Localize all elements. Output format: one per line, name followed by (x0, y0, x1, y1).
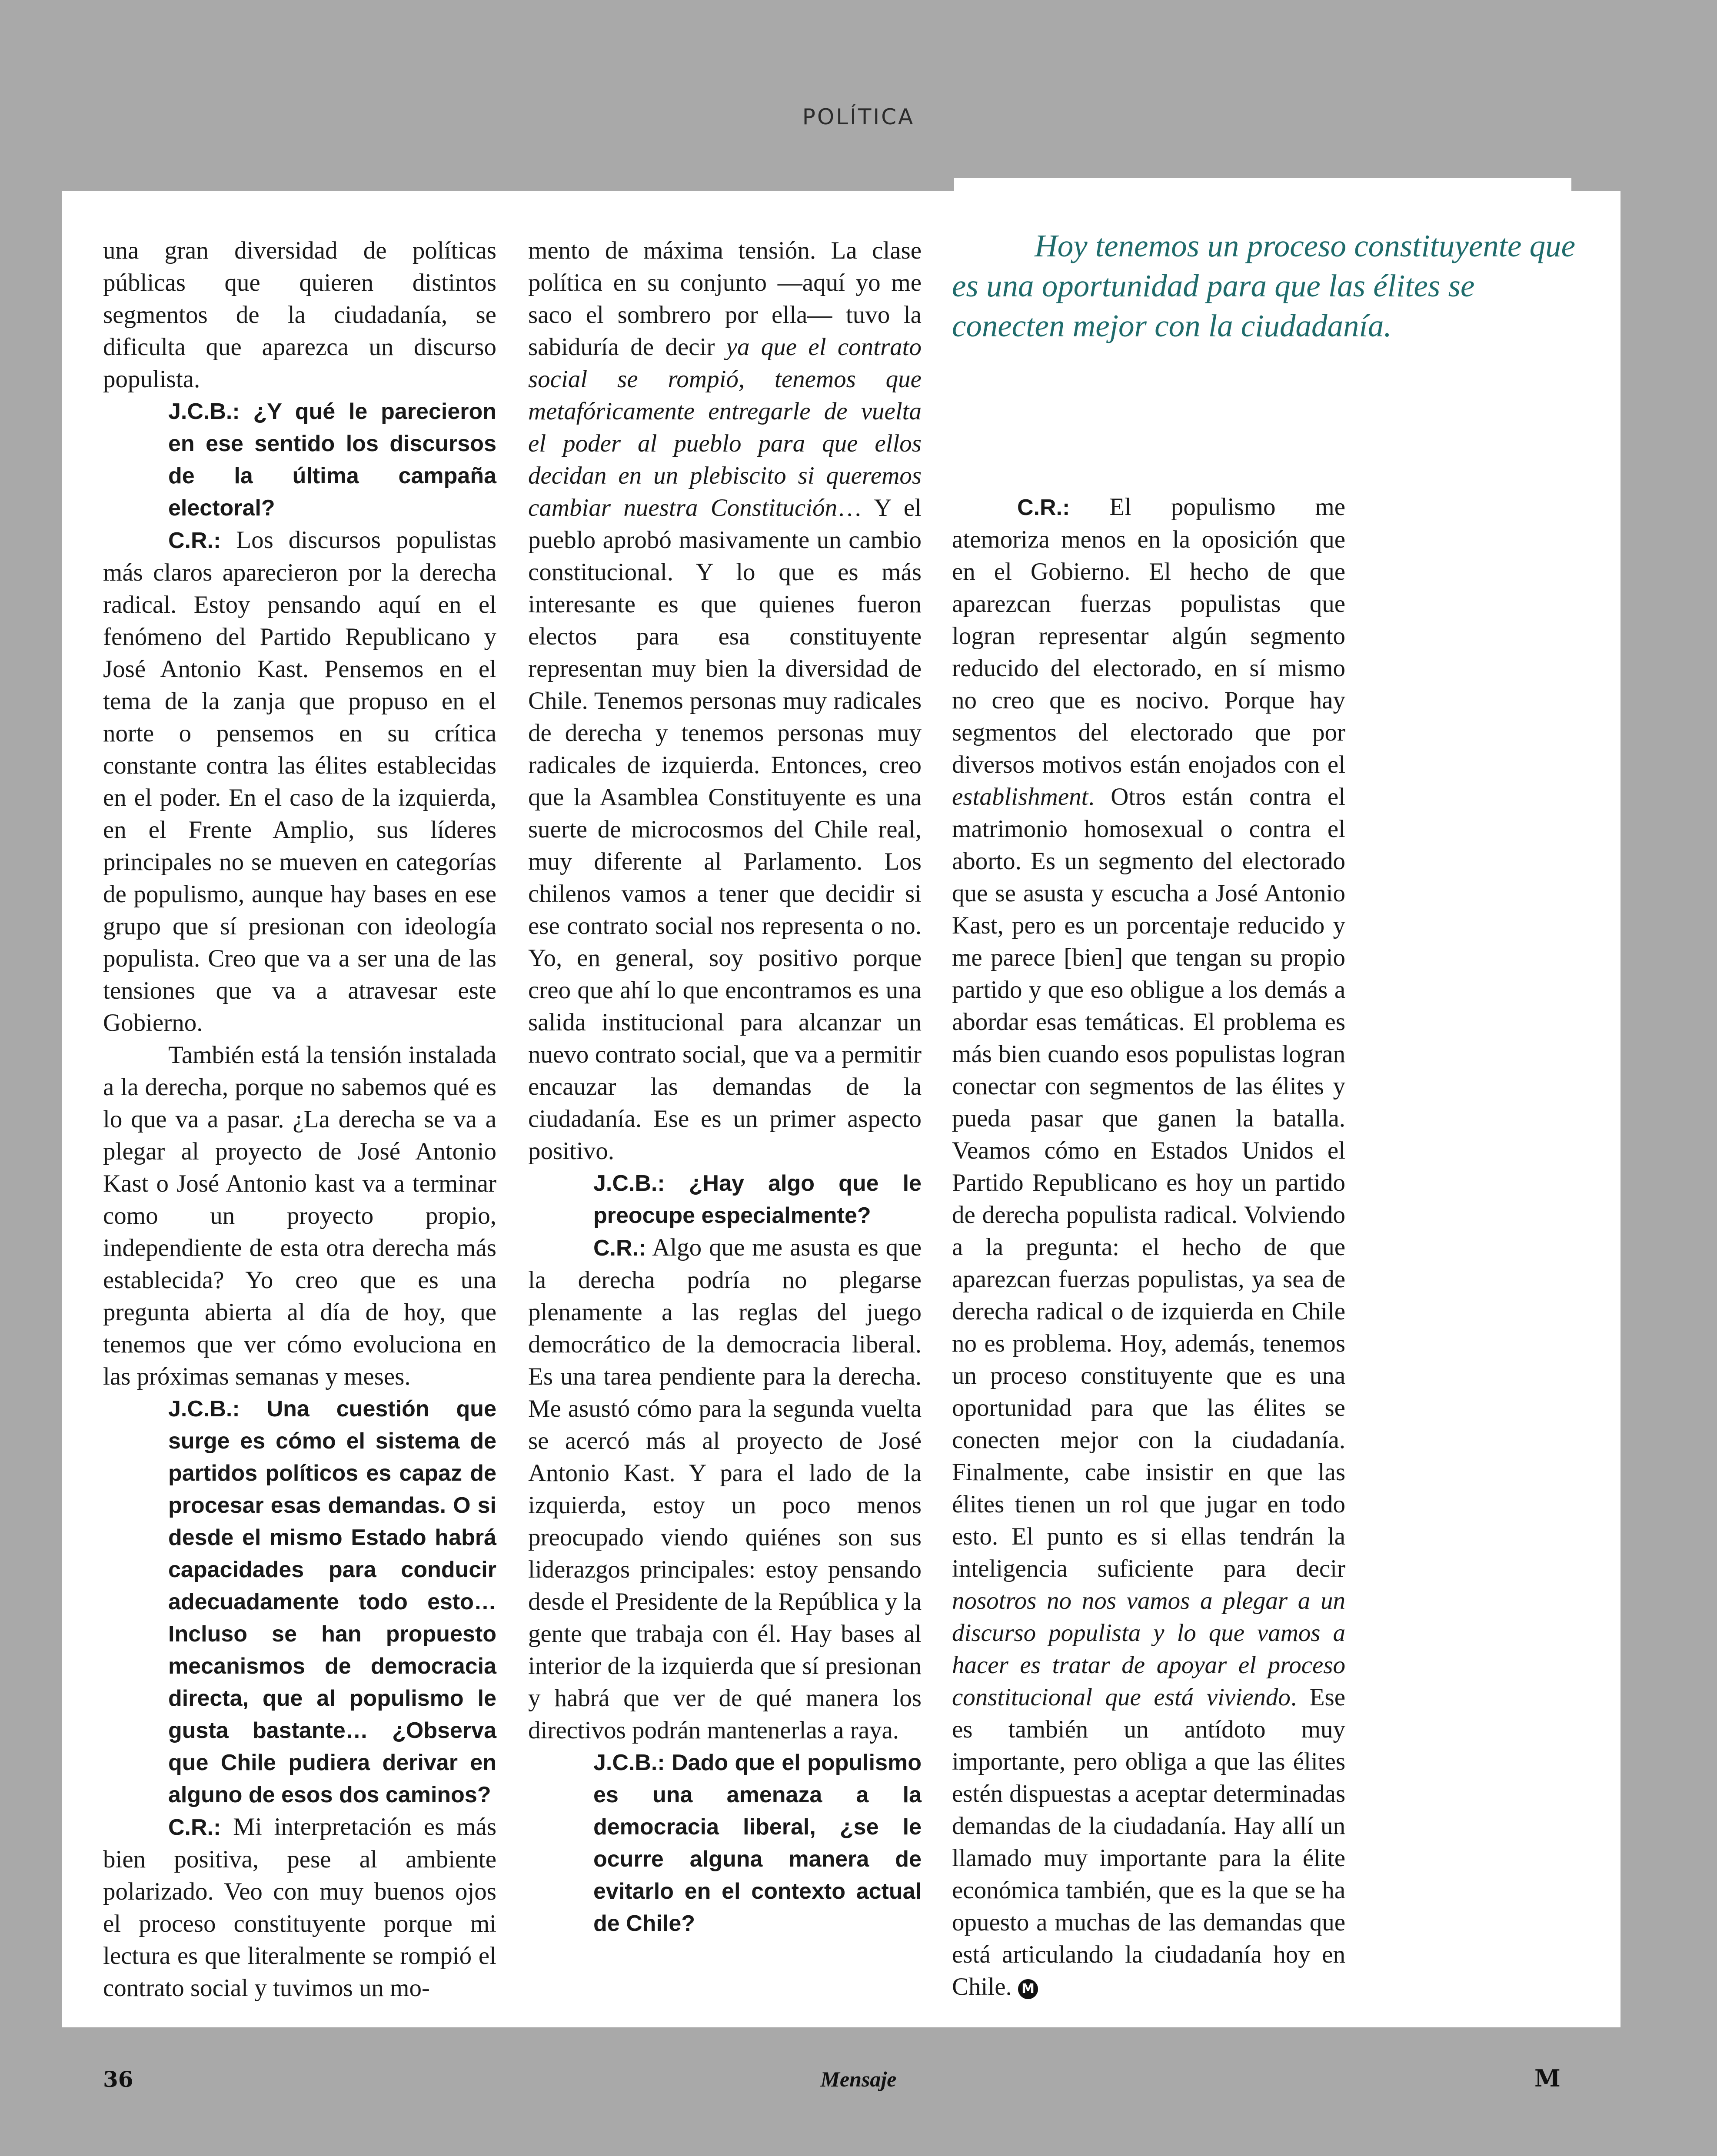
italic-quote: nosotros no nos vamos a plegar a un discurso populista y lo que vamos a hacer es tratar de apoyar el proceso constitucional que está viviendo (952, 1587, 1345, 1711)
answer-text: Mi interpretación es más bien positiva, pese al ambiente polarizado. Veo con muy buenos ojos el proceso constituyente porque mi lectura es que literalmente se rompió el contrato social y tuvimos un mo- (103, 1813, 496, 2002)
italic-term: establishment (952, 783, 1088, 811)
column-3 (952, 491, 1345, 2003)
text-run: … Y el pueblo aprobó masivamente un cambio constitucional. Y lo que es más interesante es que quienes fueron electos para esa constituyente representan muy bien la diversidad de Chile. Tenemos personas muy radicales de derecha y tenemos personas muy radicales de izquierda. Entonces, creo que la Asamblea Constituyente es una suerte de microcosmos del Chile real, muy diferente al Parlamento. Los chilenos vamos a tener que decidir si ese contrato social nos representa o no. Yo, en general, soy positivo porque creo que ahí lo que encontramos es una salida institucional para alcanzar un nuevo contrato social, que va a permitir encauzar las demandas de la ciudadanía. Ese es un primer aspecto positivo. (528, 494, 922, 1165)
interviewer-question: J.C.B.: ¿Hay algo que le preocupe especialmente? (593, 1171, 922, 1228)
speaker-label: C.R.: (1017, 495, 1070, 520)
answer-paragraph (952, 491, 1345, 2003)
page-number: 36 (103, 2066, 133, 2092)
answer-paragraph (103, 1811, 496, 2004)
magazine-logo: M (1534, 2064, 1561, 2092)
paragraph: También está la tensión instalada a la derecha, porque no sabemos qué es lo que va a pasar. ¿La derecha se va a plegar al proyecto de José Antonio Kast o José Antonio kast va a terminar como un proyecto propio, independiente de esta otra derecha más establecida? Yo creo que es una pregunta abierta al día de hoy, que tenemos que ver cómo evoluciona en las próximas semanas y meses. (103, 1041, 496, 1390)
paragraph: una gran diversidad de políticas públicas que quieren distintos segmentos de la ciudadanía, se dificulta que aparezca un discurso populista. (103, 237, 496, 393)
answer-text: . Ese es también un antídoto muy importante, pero obliga a que las élites estén dispuestas a aceptar determinadas demandas de la ciudadanía. Hay allí un llamado muy importante para la élite económica también, que es la que se ha opuesto a muchas de las demandas que está articulando la ciudadanía hoy en Chile. (952, 1684, 1345, 2000)
speaker-label: C.R.: (168, 528, 221, 553)
answer-text: . Otros están contra el matrimonio homosexual o contra el aborto. Es un segmento del electorado que se asusta y escucha a José Antonio Kast, pero es un porcentaje reducido y me parece [bien] que tengan su propio partido y que eso obligue a los demás a abordar esas temáticas. El problema es más bien cuando esos populistas logran conectar con segmentos de las élites y pueda pasar que ganen la batalla. Veamos cómo en Estados Unidos el Partido Republicano es hoy un partido de derecha populista radical. Volviendo a la pregunta: el hecho de que aparezcan fuerzas populistas, ya sea de derecha radical o de izquierda en Chile no es problema. Hoy, además, tenemos un proceso constituyente que es una oportunidad para que las élites se conecten mejor con la ciudadanía. Finalmente, cabe insistir en que las élites tienen un rol que jugar en todo esto. El punto es si ellas tendrán la inteligencia suficiente para decir (952, 783, 1345, 1582)
answer-paragraph (528, 1232, 922, 1747)
pull-quote: Hoy tenemos un proceso constituyente que es una oportunidad para que las élites se conecten mejor con la ciudadanía. (952, 228, 1576, 343)
column-1 (103, 235, 496, 2004)
answer-text: Los discursos populistas más claros aparecieron por la derecha radical. Estoy pensando aquí en el fenómeno del Partido Republicano y José Antonio Kast. Pensemos en el tema de la zanja que propuso en el norte o pensemos en su crítica constante contra las élites establecidas en el poder. En el caso de la izquierda, en el Frente Amplio, sus líderes principales no se mueven en categorías de populismo, aunque hay bases en ese grupo que sí presionan con ideología populista. Creo que va a ser una de las tensiones que va a atravesar este Gobierno. (103, 526, 496, 1036)
paragraph (528, 235, 922, 1167)
section-label: POLÍTICA (802, 104, 915, 130)
column-2 (528, 235, 922, 1940)
magazine-name: Mensaje (820, 2067, 897, 2091)
answer-text: El populismo me atemoriza menos en la oposición que en el Gobierno. El hecho de que aparezcan fuerzas populistas que logran representar algún segmento reducido del electorado, en sí mismo no creo que es nocivo. Porque hay segmentos del electorado que por diversos motivos están enojados con el (952, 493, 1345, 778)
speaker-label: C.R.: (168, 1815, 221, 1840)
interviewer-question: J.C.B.: Dado que el populismo es una amenaza a la democracia liberal, ¿se le ocurre alguna manera de evitarlo en el contexto actual de Chile? (593, 1750, 922, 1936)
answer-text: Algo que me asusta es que la derecha podría no plegarse plenamente a las reglas del juego democrático de la democracia liberal. Es una tarea pendiente para la derecha. Me asustó cómo para la segunda vuelta se acercó más al proyecto de José Antonio Kast. Y para el lado de la izquierda, estoy un poco menos preocupado viendo quiénes son sus liderazgos principales: estoy pensando desde el Presidente de la República y la gente que trabaja con él. Hay bases al interior de la izquierda que sí presionan y habrá que ver de qué manera los directivos podrán mantenerlas a raya. (528, 1234, 922, 1744)
italic-quote: ya que el contrato social se rompió, tenemos que metafóricamente entregarle de vuelta el poder al pueblo para que ellos decidan en un plebiscito si queremos cambiar nuestra Constitución (528, 333, 922, 522)
speaker-label: C.R.: (593, 1236, 646, 1261)
interviewer-question: J.C.B.: Una cuestión que surge es cómo el sistema de partidos políticos es capaz de procesar esas demandas. O si desde el mismo Estado habrá capacidades para conducir adecuadamente todo esto… Incluso se han propuesto mecanismos de democracia directa, que al populismo le gusta bastante… ¿Observa que Chile pudiera derivar en alguno de esos dos caminos? (168, 1396, 496, 1807)
answer-paragraph (103, 524, 496, 1039)
text-run: mento de máxima tensión. La clase política en su conjunto —aquí yo me saco el sombrero por ella— tuvo la sabiduría de decir (528, 237, 922, 361)
interviewer-question: J.C.B.: ¿Y qué le parecieron en ese sentido los discursos de la última campaña electoral? (168, 399, 496, 521)
end-mark-icon: M (1018, 1979, 1038, 1999)
